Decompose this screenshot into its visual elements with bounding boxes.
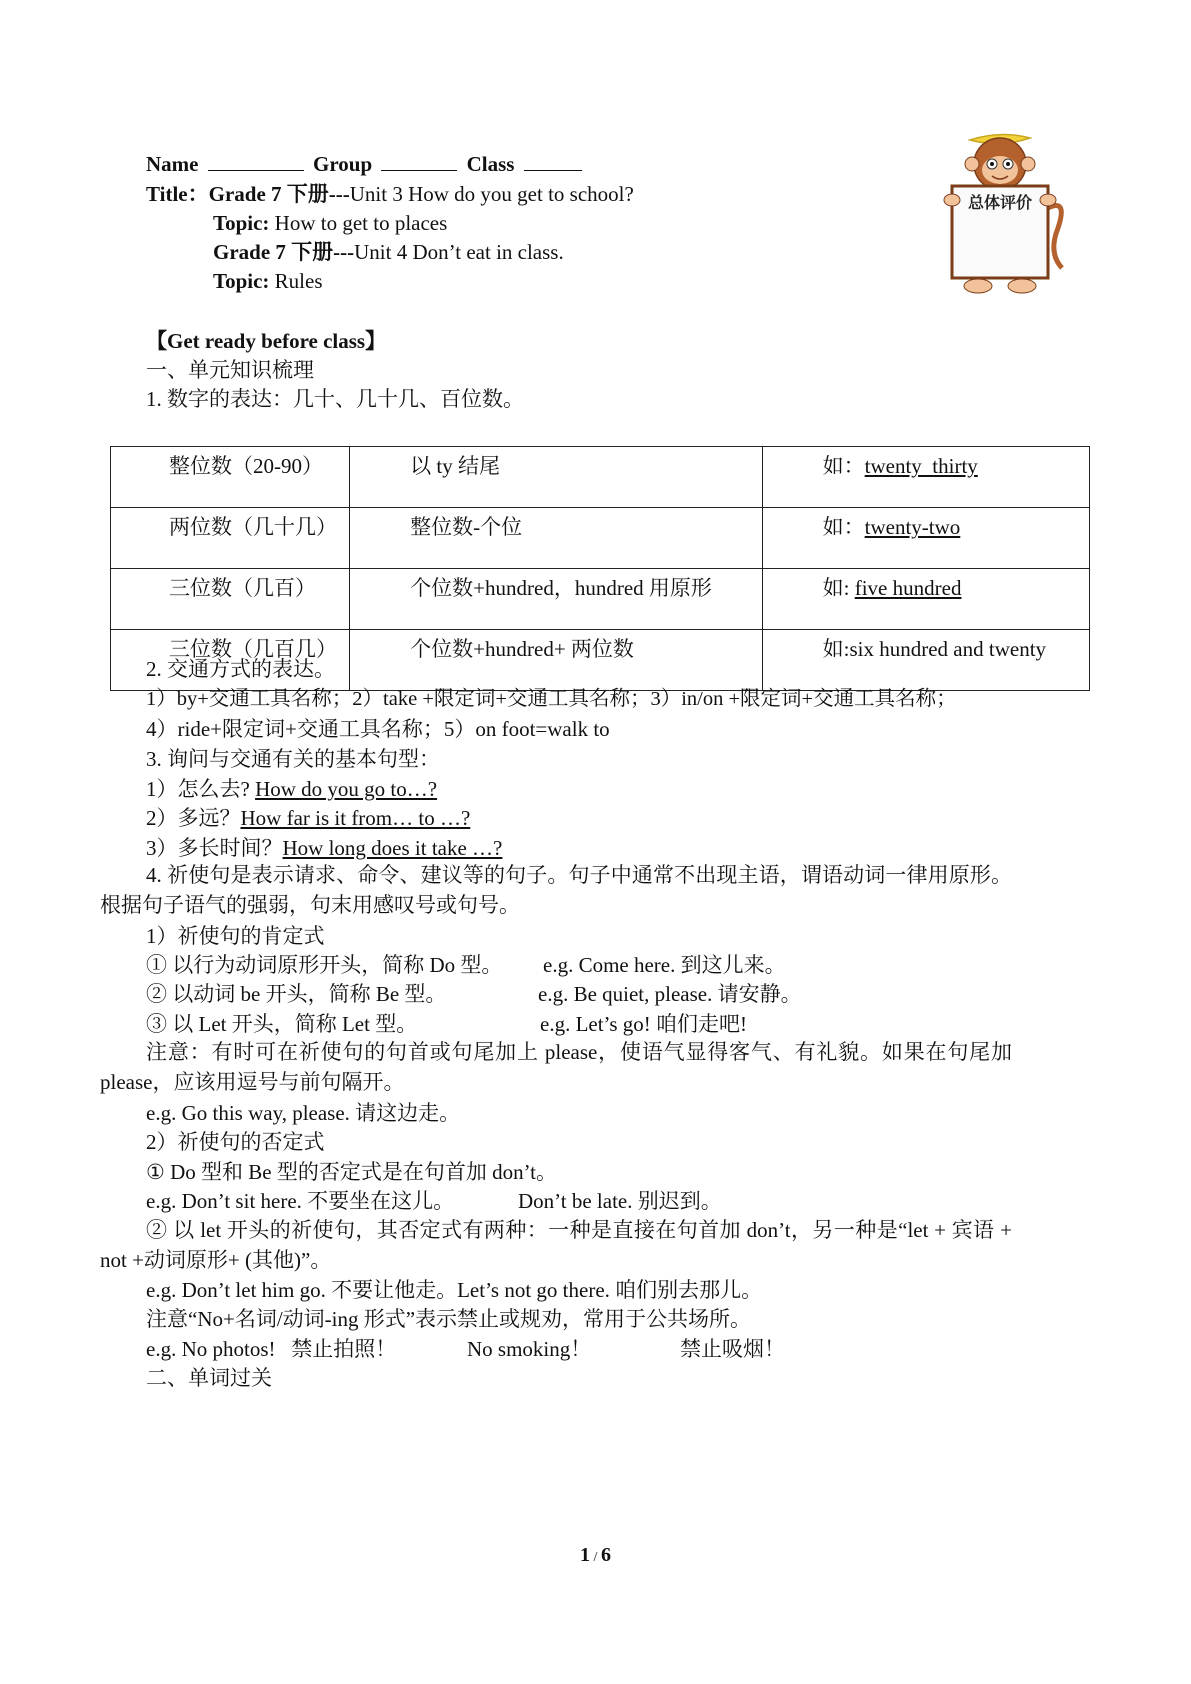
class-label: Class	[466, 152, 515, 176]
table-row	[111, 569, 1090, 630]
positive-be-example: e.g. Be quiet, please. 请安静。	[538, 982, 802, 1006]
negative-do-be: ① Do 型和 Be 型的否定式是在句首加 don’t。	[146, 1160, 558, 1184]
table-cell-rule: 以 ty 结尾	[350, 447, 762, 508]
group-label: Group	[312, 152, 373, 176]
part1-heading: 一、单元知识梳理	[146, 358, 314, 382]
table-cell-rule: 整位数-个位	[350, 508, 762, 569]
topic1-label: Topic:	[213, 211, 270, 235]
positive-do-example: e.g. Come here. 到这儿来。	[543, 953, 786, 977]
negative-title: 2）祈使句的否定式	[146, 1130, 325, 1154]
question-how-long: 3）多长时间？How long does it take …?	[146, 836, 503, 860]
topic2-text: Rules	[269, 269, 323, 293]
item2-transport: 2. 交通方式的表达。	[146, 657, 335, 681]
table-cell-rule: 个位数+hundred，hundred 用原形	[350, 569, 762, 630]
positive-be: ② 以动词 be 开头，简称 Be 型。	[146, 982, 447, 1006]
negative-example-2: Don’t be late. 别迟到。	[518, 1189, 722, 1213]
section-heading: 【Get ready before class】	[146, 329, 387, 353]
transport-ways-1: 1）by+交通工具名称；2）take +限定词+交通工具名称；3）in/on +限定词+交通工具名称；	[146, 688, 957, 710]
name-blank[interactable]	[208, 150, 304, 171]
name-label: Name	[146, 152, 199, 176]
table-cell-example: 如：twenty-two	[762, 508, 1089, 569]
transport-ways-2: 4）ride+限定词+交通工具名称；5）on foot=walk to	[146, 717, 610, 741]
name-group-class-line	[146, 150, 586, 178]
table-cell-kind: 两位数（几十几）	[111, 508, 350, 569]
note-please: 注意：有时可在祈使句的句首或句尾加上 please，使语气显得客气、有礼貌。如果在句尾加 please，应该用逗号与前句隔开。	[100, 1040, 1012, 1094]
table-row	[111, 508, 1090, 569]
negative-let-example: e.g. Don’t let him go. 不要让他走。Let’s not go there. 咱们别去那儿。	[146, 1278, 763, 1302]
item4-imperative: 4. 祈使句是表示请求、命令、建议等的句子。句子中通常不出现主语，谓语动词一律用原形。根据句子语气的强弱，句末用感叹号或句号。	[100, 863, 1012, 917]
note-no: 注意“No+名词/动词-ing 形式”表示禁止或规劝，常用于公共场所。	[146, 1307, 752, 1331]
positive-title: 1）祈使句的肯定式	[146, 924, 325, 948]
unit3-grade: Grade 7 下册---	[208, 182, 350, 206]
part2-heading: 二、单词过关	[146, 1366, 272, 1390]
positive-let: ③ 以 Let 开头，简称 Let 型。	[146, 1012, 418, 1036]
class-blank[interactable]	[524, 150, 582, 171]
table-cell-example: 如：twenty thirty	[762, 447, 1089, 508]
unit4-title: Unit 4 Don’t eat in class.	[354, 240, 564, 264]
group-blank[interactable]	[381, 150, 457, 171]
unit3-title: Unit 3 How do you get to school?	[349, 182, 634, 206]
topic2-label: Topic:	[213, 269, 270, 293]
topic1-text: How to get to places	[269, 211, 448, 235]
positive-do: ① 以行为动词原形开头，简称 Do 型。	[146, 953, 503, 977]
unit4-line	[213, 238, 564, 266]
table-cell-kind: 三位数（几百几）	[111, 630, 350, 691]
title-label: Title：	[146, 182, 209, 206]
item3-questions: 3. 询问与交通有关的基本句型：	[146, 747, 440, 771]
item1-numbers: 1. 数字的表达：几十、几十几、百位数。	[146, 387, 524, 411]
note-no-example-1: e.g. No photos! 禁止拍照！	[146, 1337, 397, 1361]
note-no-example-3: 禁止吸烟！	[680, 1337, 785, 1361]
table-cell-example: 如: five hundred	[762, 569, 1089, 630]
negative-let: ② 以 let 开头的祈使句，其否定式有两种：一种是直接在句首加 don’t，另一种是“let + 宾语 + not +动词原形+ (其他)”。	[100, 1218, 1012, 1272]
question-how: 1）怎么去? How do you go to…?	[146, 777, 438, 801]
table-cell-kind: 三位数（几百）	[111, 569, 350, 630]
table-cell-example: 如:six hundred and twenty	[762, 630, 1089, 691]
note-no-example-2: No smoking！	[467, 1337, 592, 1361]
question-how-far: 2）多远？How far is it from… to …?	[146, 806, 471, 830]
topic2-line	[213, 267, 323, 295]
title-line	[146, 180, 634, 208]
topic1-line	[213, 209, 447, 237]
page-number: 1 / 6	[580, 1544, 611, 1566]
negative-example-1: e.g. Don’t sit here. 不要坐在这儿。	[146, 1189, 455, 1213]
badge-text: 总体评价	[967, 193, 1033, 212]
positive-let-example: e.g. Let’s go! 咱们走吧!	[540, 1012, 748, 1036]
table-cell-rule: 个位数+hundred+ 两位数	[350, 630, 762, 691]
unit4-grade: Grade 7 下册---	[213, 240, 355, 264]
monkey-evaluation-badge	[930, 128, 1070, 298]
note-please-example: e.g. Go this way, please. 请这边走。	[146, 1101, 461, 1125]
table-cell-kind: 整位数（20-90）	[111, 447, 350, 508]
table-row	[111, 447, 1090, 508]
